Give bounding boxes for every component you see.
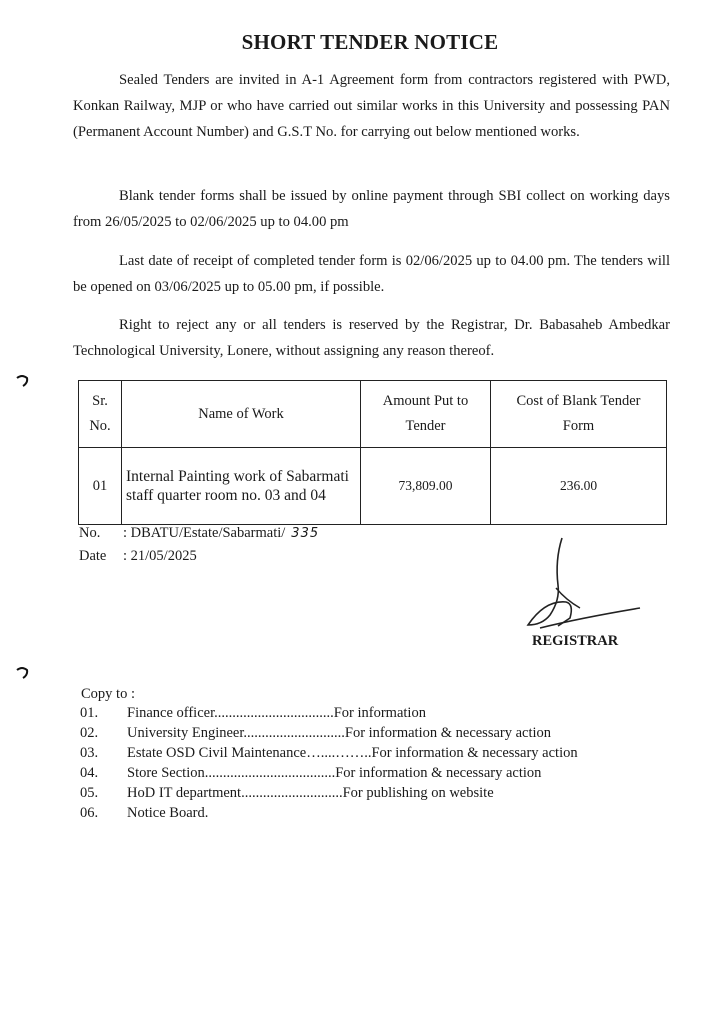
paragraph-blank-forms-text: Blank tender forms shall be issued by online payment through SBI collect on working days from 26/05/2025 to 02/06/2025 up to 04.00 pm — [73, 188, 670, 230]
signatory-title: REGISTRAR — [532, 633, 619, 649]
header-cost: Cost of Blank Tender Form — [491, 381, 667, 448]
cell-amount: 73,809.00 — [361, 448, 491, 525]
tender-table — [78, 380, 667, 525]
paragraph-invitation — [73, 67, 670, 145]
cell-name-of-work: Internal Painting work of Sabarmati staff quarter room no. 03 and 04 — [122, 448, 361, 525]
reference-date-value: : 21/05/2025 — [123, 548, 197, 564]
paragraph-last-date-text: Last date of receipt of completed tender form is 02/06/2025 up to 04.00 pm. The tenders will be opened on 03/06/2025 up to 05.00 pm, if possible. — [73, 253, 670, 295]
list-item: 02. University Engineer............................For information & necessary action — [80, 725, 552, 741]
punch-hole-mark-icon — [14, 373, 30, 389]
punch-hole-mark-icon — [14, 665, 30, 681]
cell-sr: 01 — [79, 448, 122, 525]
paragraph-right-to-reject — [73, 312, 670, 364]
reference-number-label: No. — [79, 525, 101, 541]
notice-title: SHORT TENDER NOTICE — [241, 30, 499, 54]
list-item: 01. Finance officer.................................For information — [80, 705, 426, 721]
header-sr-no: Sr. No. — [79, 381, 122, 448]
reference-number — [79, 525, 319, 542]
paragraph-blank-forms — [73, 183, 670, 235]
header-amount: Amount Put to Tender — [361, 381, 491, 448]
list-item: 05. HoD IT department............................For publishing on website — [80, 785, 494, 801]
list-item: 06. Notice Board. — [80, 805, 209, 821]
header-name-of-work: Name of Work — [122, 381, 361, 448]
list-item: 03. Estate OSD Civil Maintenance…....……..For information & necessary action — [80, 745, 578, 761]
paragraph-right-to-reject-text: Right to reject any or all tenders is reserved by the Registrar, Dr. Babasaheb Ambedkar Technological University, Lonere, without assigning any reason thereof. — [73, 317, 670, 359]
cell-cost: 236.00 — [491, 448, 667, 525]
reference-date — [79, 548, 197, 565]
list-item: 04. Store Section....................................For information & necessary action — [80, 765, 542, 781]
registrar-signature — [500, 530, 650, 640]
table-header-row — [79, 381, 667, 448]
table-row — [79, 448, 667, 525]
reference-date-label: Date — [79, 548, 107, 564]
copy-to-list — [80, 703, 640, 823]
reference-handwritten-number: 335 — [291, 526, 320, 541]
paragraph-last-date — [73, 248, 670, 300]
reference-number-value: : DBATU/Estate/Sabarmati/ — [123, 525, 286, 541]
copy-to-title: Copy to : — [81, 686, 135, 702]
paragraph-invitation-text: Sealed Tenders are invited in A-1 Agreement form from contractors registered with PWD, Konkan Railway, MJP or who have carried out similar works in this University and possessing PAN (Permanent Account Number) and G.S.T No. for carrying out below mentioned works. — [73, 72, 670, 140]
